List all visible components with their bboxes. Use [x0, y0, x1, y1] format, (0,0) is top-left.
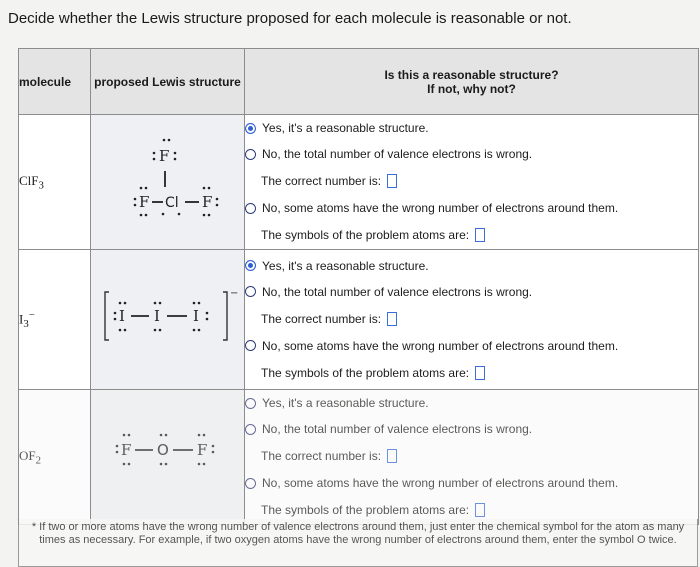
symbols-label: The symbols of the problem atoms are:: [261, 503, 470, 517]
option-yes[interactable]: [245, 390, 698, 416]
header-question: [245, 49, 699, 115]
options-cell: [245, 390, 699, 525]
lewis-atom-right: F: [197, 441, 208, 459]
table-row: [19, 390, 699, 525]
radio-selected-icon[interactable]: [245, 260, 256, 271]
table-row: [19, 115, 699, 250]
lewis-structure-cell: [91, 250, 245, 390]
option-no-atoms-label: No, some atoms have the wrong number of electrons around them.: [262, 338, 619, 353]
molecule-cell: [19, 390, 91, 525]
option-yes-label: Yes, it's a reasonable structure.: [262, 396, 429, 410]
option-no-atoms-label: No, some atoms have the wrong number of electrons around them.: [262, 201, 619, 215]
option-no-valence[interactable]: [245, 279, 698, 305]
lewis-structure-cell: [91, 115, 245, 250]
lewis-atom-left: F: [121, 441, 132, 459]
option-yes[interactable]: [245, 253, 698, 279]
option-no-atoms[interactable]: [245, 195, 698, 221]
lewis-atom-center: Cl: [165, 195, 179, 211]
radio-icon[interactable]: [245, 340, 256, 351]
header-question-line1: Is this a reasonable structure?: [384, 67, 559, 82]
lewis-atom-left: I: [119, 307, 125, 325]
correct-number-label: The correct number is:: [261, 174, 382, 188]
charge-label: −: [230, 288, 239, 299]
option-no-valence[interactable]: [245, 416, 698, 442]
option-no-valence-label: No, the total number of valence electrons is wrong.: [262, 147, 533, 161]
lewis-structure-clf3: [91, 115, 245, 249]
lewis-atom-center: I: [154, 307, 160, 325]
footnote: * If two or more atoms have the wrong number of valence electrons around them, just enter the chemical symbol for the atom as many times as necessary. For example, if two oxygen atoms have the wrong number of electrons around them, enter the symbol O twice.: [18, 519, 698, 567]
page-title: Decide whether the Lewis structure proposed for each molecule is reasonable or not.: [8, 10, 572, 27]
molecule-formula: I: [19, 311, 24, 327]
lewis-structure-i3: [91, 250, 245, 390]
header-molecule: molecule: [19, 49, 91, 115]
option-no-valence-label: No, the total number of valence electrons is wrong.: [262, 422, 533, 436]
molecule-formula: ClF: [19, 172, 39, 188]
radio-icon[interactable]: [245, 424, 256, 435]
option-yes-label: Yes, it's a reasonable structure.: [262, 258, 429, 273]
option-no-atoms[interactable]: [245, 333, 698, 359]
symbols-input[interactable]: [475, 503, 485, 517]
correct-number-label: The correct number is:: [261, 311, 382, 326]
correct-number-input[interactable]: [387, 312, 397, 326]
lewis-table: [18, 48, 699, 525]
lewis-atom-center: O: [157, 441, 169, 459]
molecule-subscript: 3: [23, 317, 29, 330]
symbols-input[interactable]: [475, 228, 485, 242]
lewis-atom-right: I: [193, 307, 199, 325]
lewis-atom-right: F: [202, 193, 213, 211]
header-question-line2: If not, why not?: [427, 81, 516, 96]
symbols-line: [245, 359, 698, 387]
radio-icon[interactable]: [245, 203, 256, 214]
symbols-input[interactable]: [475, 366, 485, 380]
correct-number-line: [245, 442, 698, 470]
correct-number-input[interactable]: [387, 174, 397, 188]
correct-number-input[interactable]: [387, 449, 397, 463]
symbols-line: [245, 221, 698, 249]
symbols-label: The symbols of the problem atoms are:: [261, 228, 470, 242]
radio-icon[interactable]: [245, 286, 256, 297]
option-no-atoms-label: No, some atoms have the wrong number of electrons around them.: [262, 476, 619, 490]
table-header-row: [19, 49, 699, 115]
symbols-label: The symbols of the problem atoms are:: [261, 365, 470, 380]
radio-icon[interactable]: [245, 149, 256, 160]
correct-number-line: [245, 305, 698, 333]
molecule-cell: [19, 115, 91, 250]
radio-icon[interactable]: [245, 398, 256, 409]
table-row: [19, 250, 699, 390]
correct-number-label: The correct number is:: [261, 449, 382, 463]
option-yes-label: Yes, it's a reasonable structure.: [262, 121, 429, 135]
header-lewis: proposed Lewis structure: [91, 49, 245, 115]
option-yes[interactable]: [245, 115, 698, 141]
lewis-atom-top: F: [159, 147, 170, 165]
option-no-valence[interactable]: [245, 141, 698, 167]
options-cell: [245, 250, 699, 390]
radio-selected-icon[interactable]: [245, 123, 256, 134]
molecule-subscript: 3: [38, 179, 44, 192]
lewis-atom-left: F: [139, 193, 150, 211]
lewis-structure-of2: [91, 390, 245, 520]
lewis-structure-cell: [91, 390, 245, 525]
molecule-subscript: 2: [35, 454, 42, 467]
options-cell: [245, 115, 699, 250]
option-no-atoms[interactable]: [245, 470, 698, 496]
radio-icon[interactable]: [245, 478, 256, 489]
correct-number-line: [245, 167, 698, 195]
molecule-superscript: −: [28, 309, 35, 322]
molecule-formula: OF: [19, 447, 36, 463]
molecule-cell: [19, 250, 91, 390]
option-no-valence-label: No, the total number of valence electrons is wrong.: [262, 284, 533, 299]
